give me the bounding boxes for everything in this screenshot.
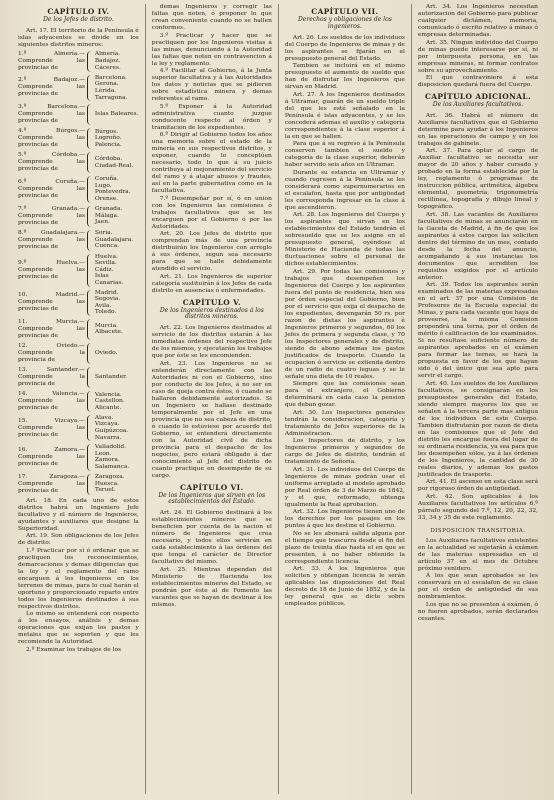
province-name: Madrid. [94,289,119,296]
province-name: Granada. [94,206,123,213]
paragraph: Los Auxiliares facultativos existentes en la actualidad se sujetarán á exámen de las materias expresadas en el artículo 37 en el mes de Octubre próximo venidero. [417,537,538,572]
district-entry [18,319,139,340]
paragraph: Para que á su regreso á la Península conserven tambien el sueldo y categoría de la clase superior, deberán haber servido seis años en Ultramar. [284,141,405,169]
province-name: Orense. [94,195,119,202]
province-name: Tarragona. [94,94,128,101]
paragraph: Art. 35. Ningun individuo del Cuerpo de minas puede interesarse por sí, ni por interpuesta persona, en las empresas mineras, ni formar contratos sobre su aprovechamiento. [417,39,538,74]
province-name: Sevilla. [94,260,117,267]
district-entry [18,290,139,316]
paragraph: Tambien se incluirá en el mismo presupuesto el aumento de sueldo que han de disfrutar los Ingenieros que sirvan en Madrid. [284,63,405,91]
brace-mark [87,319,93,340]
district-entry [18,152,139,173]
paragraph: demas Ingenieros y corregir las faltas que noten, ó proponer lo que crean conveniente cuando no se hallen conformes. [151,4,272,31]
column-1-paragraphs [18,498,139,654]
brace-mark [87,152,93,173]
paragraph: Art. 30. Los Inspectores generales tendrán la consideracion, categoría y tratamiento de Jefes superiores de la Administracion. [284,409,405,437]
province-name: Toledo. [94,309,117,316]
district-label: 13. Santander.—Comprende la provincia de [18,366,86,387]
district-label: 14. Valencia.—Comprende las provincias de [18,390,86,411]
brace-mark [87,474,93,495]
district-provinces [95,51,139,71]
brace-mark [87,230,93,251]
paragraph: Art. 22. Los Ingenieros destinados al servicio de los distritos estarán á las inmediatas órdenes del respectivo Jefe de los mismos, y ejecutarán los trabajos que por éste se les encomienden. [151,325,272,360]
paragraph: Durante su estancia en Ultramar y cuando regresen á la Península se les considerará como supernumerarios en el escalafon, hasta que por antigüedad les corresponda ingresar en la clase á que ascendieron. [284,169,405,211]
column-2 [145,4,278,794]
paragraph: No se les abonará salida alguna por el tiempo que trascurra desde el fin del plazo de treinta días hasta el en que se presenten, á no haber obtenido la correspondiente licencia. [284,530,405,565]
district-provinces [95,350,139,357]
paragraph: Los que no se presenten á exámen, ó no fueren aprobados, serán declarados cesantes. [417,601,538,622]
paragraph: Art. 36. Habrá el número de Auxiliares facultativos que el Gobierno determine para ayudar á los Ingenieros en las operaciones de campo y en los trabajos de gabinete. [417,112,538,147]
province-name: Teruel. [94,487,116,494]
paragraph: Art. 29. Por todas las comisiones y trabajos que desempeñen los Ingenieros del Cuerpo y los aspirantes fuera del punto de residencia, bien sea por órden especial del Gobierno, bien por el servicio que exija el despacho de los expedientes, devengarán 50 rs. por razon de dietas los aspirantes é Ingenieros primeros y segundos, 60 los Jefes de primera y segunda clase, y 70 los Inspectores generales y de distrito, siendo de abono ademas los gastos justificados de trasporte. Cuando la ocupacion ó servicio se extienda dentro de un radio de cuatro leguas y se le señale una dieta de 10 reales. [284,268,405,380]
province-name: Zamora. [94,457,120,464]
district-label: 8.º Guadalajara.—Comprende las provincias de [18,229,86,250]
province-name: Islas Baleares. [94,111,139,118]
province-name: Valladolid. [94,444,127,451]
brace-mark [87,367,93,388]
province-name: Cádiz. [94,266,114,273]
district-label: 9.º Huelva.—Comprende las provincias de [18,259,86,280]
province-name: Segovia. [94,296,121,303]
province-name: Valencia. [94,391,122,398]
district-label: 15. Vizcaya.—Comprende las provincias de [18,417,86,438]
brace-mark [87,343,93,364]
province-name: Badajoz. [94,58,121,64]
district-provinces [95,75,139,101]
province-name: Avila. [94,302,112,309]
column-4-paragraphs-b [418,113,538,522]
paragraph: Art. 41. El ascenso en esta clase será por rigoroso órden de antigüedad. [417,479,538,493]
article-17: Art. 17. El territorio de la Península é islas adyacentes se divide en los siguientes distritos mineros: [18,27,139,48]
brace-mark [87,128,93,149]
province-name: Coruña. [94,176,119,183]
paragraph: Art. 37. Para optar al cargo de Auxiliar facultativo se necesita ser mayor de 20 años y haber cursado y probado en la forma establecida por la ley, reglamento ó programas de instruccion pública, aritmética, álgebra elemental, geometría, trigonometría rectilínea, topografía y dibujo lineal y topográfico. [417,148,538,211]
province-name: Vizcaya. [94,421,120,428]
province-name: Cuenca. [94,243,120,250]
province-name: Santander. [94,374,128,381]
province-name: Gerona. [94,81,119,88]
district-label: 10. Madrid.—Comprende las provincias de [18,292,86,313]
province-name: Huelva. [94,253,118,260]
province-name: Pontevedra. [94,189,131,196]
district-entry [18,254,139,287]
brace-mark [87,176,93,202]
paragraph: Art. 26. Los sueldos de los individuos del Cuerpo de Ingenieros de minas y de los aspirantes se fijarán en el presupuesto general del Estado. [284,34,405,62]
province-name: Ciudad-Real. [94,162,134,169]
brace-mark [87,290,93,316]
province-name: Málaga. [94,212,119,219]
paragraph: Art. 38. Las vacantes de Auxiliares facultativos de minas se anunciarán en la Gaceta de Madrid, á fin de que los aspirantes á estos cargos las soliciten dentro del término de un mes, contado desde la fecha del anuncio, acompañando á sus instancias los documentos que acrediten los requisitos exigidos por el artículo anterior. [417,211,538,281]
paragraph: Art. 33. Á los Ingenieros que soliciten y obtengan licencia le serán aplicables las disposiciones del Real decreto de 18 de Junio de 1852, y de la ley general que se dicte sobre empleados públicos. [284,566,405,608]
district-entry [18,206,139,227]
chapter-6-heading: CAPÍTULO VI. [180,482,244,492]
district-list [18,51,139,495]
paragraph: Art. 27. Á los Ingenieros destinados á Ultramar, guarán de un sueldo triple del que les esté señalado en la Península é islas adyacentes, y se les concederá ademas el auxilio y categoría correspondientes á la clase superior á la en que se hallen. [284,91,405,140]
district-entry [18,104,139,125]
district-provinces [95,374,139,381]
paragraph: 7.º Desempeñar por sí, ó en union con los Ingenieros las comisiones ó trabajos facultativos que se les encarguen por el Gobierno ó por las Autoridades. [151,195,272,230]
province-name: Cáceres. [94,64,121,71]
province-name: Palencia. [94,141,122,148]
district-provinces [95,323,139,336]
additional-chapter-heading: CAPÍTULO ADICIONAL. [424,92,531,101]
district-provinces [95,129,139,149]
province-name: Búrgos. [94,128,118,135]
province-name: Logroño. [94,135,122,142]
province-name: Almería. [94,51,121,58]
paragraph: 5.º Exponer á la Autoridad administrativa cuanto juzgue conducente respecto al órden y tramitacion de los expedientes. [151,103,272,131]
province-name: Castellon. [94,398,125,405]
column-4 [411,4,544,794]
paragraph: Art. 18. En cada uno de estos distritos habrá un Ingeniero Jefe facultativo y el número de Ingenieros, ayudantes y auxiliares que designe la Superioridad. [18,497,139,532]
chapter-5-subtitle: De los Ingenieros destinados á los distritos mineros. [159,306,264,321]
paragraph: Art. 34. Los Ingenieros necesitan autorizacion del Gobierno para publicar cualquier dictámen, memoria, comunicado ó escrito relativo á minas ó empresas determinadas. [417,4,538,38]
district-label: 3.º Barcelona.—Comprende las provincias de [18,104,86,125]
district-entry [18,128,139,149]
paragraph: El que contraviniere á esta disposicion quedará fuera del Cuerpo. [417,75,538,88]
paragraph: 1.º Practicar por sí ó ordenar que se practiquen los reconocimientos, demarcaciones y demas diligencias que la ley y el reglamento del ramo encarguen á los Ingenieros en los terrenos de minas, para lo cual harán el oportuno y proporcionado reparto entre todos los Ingenieros destinados á sus respectivos distritos. [18,547,139,610]
district-label: 1.º Almería.—Comprende las provincias de [18,50,86,71]
province-name: Soria. [94,230,113,237]
brace-mark [87,104,93,125]
district-provinces [95,392,139,412]
province-name: Murcia. [94,322,119,329]
brace-mark [87,51,93,72]
paragraph: 4.º Facilitar al Gobierno, á la Junta superior facultativa y á las Autoridades los datos y noticias que se pidieren sobre estadística minera y demas referentes al ramo. [151,68,272,102]
brace-mark [87,391,93,412]
chapter-5-heading: CAPÍTULO V. [182,297,241,307]
paragraph: 2.º Examinar los trabajos de los [26,646,122,653]
paragraph: Art. 20. Los Jefes de distrito que comprendan más de una provincia distribuirán los Ingenieros con arreglo á sus órdenes, segun sea necesario para que se halle debidamente atendido el servicio. [151,231,272,272]
district-entry [18,75,139,101]
paragraph: Á los que sean aprobados se les conservará en el escalafon de su clase por el órden de antigüedad de sus nombramientos. [417,573,538,601]
column-2-paragraphs-b [152,325,272,480]
district-provinces [95,444,139,470]
transitory-provision-heading: DISPOSICION TRANSITORIA. [430,527,526,534]
column-1 [12,4,145,794]
district-provinces [95,254,139,287]
paragraph: 6.º Dirigir al Gobierno todos los años una memoria sobre el estado de la minería en sus respectivos distritos, y exponer, cuando lo conceptúen necesario, todo lo que á su juicio contribuya al mejoramiento del servicio del ramo y á atajar abusos y fraudes, así en la parte gubernativa como en la facultativa. [151,132,272,194]
column-3 [278,4,411,794]
column-2-paragraphs-c [152,510,272,609]
province-name: Guadalajara. [94,236,134,243]
paragraph: Art. 25. Mientras dependan del Ministerio de Hacienda los establecimientos mineros del Estado, se pondrán por éste al de Fomento las vacantes que se hayan de destinar á los mismos. [151,566,272,608]
district-entry [18,230,139,251]
brace-mark [87,75,93,101]
chapter-4-heading: CAPÍTULO IV. [47,7,110,16]
paragraph: Siempre que las comisiones sean para el extranjero, el Gobierno determinará en cada caso la pension que deban gozar. [284,381,405,409]
page-columns [12,4,544,794]
paragraph: Art. 28. Los Ingenieros del Cuerpo y los aspirantes que sirvan en los establecimientos del Estado tendrán el sobresueldo que se les asigne en el presupuesto general, oyéndose al Ministerio de Hacienda de todas las fluctuaciones sobre el personal de dichos establecimientos. [284,212,405,268]
paragraph: Art. 23. Los Ingenieros no se entenderán directamente con las Autoridades ni con el Gobierno, sino por conducto de los Jefes, á no ser en caso de queja contra éstos, ó cuando se hallaren debidamente autorizados. Si un Ingeniero se hallase destinado temporalmente por el Jefe en una provincia que no sea cabeza de distrito, ó cuando lo estuviese por acuerdo del Gobierno, se entenderá directamente con la Autoridad civil de dicha provincia para el despacho de los negocios, pero estará obligado á dar conocimiento al Jefe del distrito de cuanto practique en desempeño de su cargo. [151,360,272,479]
brace-mark [87,206,93,227]
province-name: Alicante. [94,404,122,411]
brace-mark [87,444,93,470]
district-label: 12. Oviedo.—Comprende la provincia de [18,342,86,363]
paragraph: Lo mismo se entenderá con respecto á los ensayos, análisis y demas operaciones que exijan los pastos y metales que se soporten y que les recomiende la Autoridad. [18,611,139,646]
column-4-paragraphs-a [418,4,538,89]
paragraph: 3.º Practicar y hacer que se practiquen por los Ingenieros visitas á las minas, denunciando á la Autoridad las faltas que noten en contravencion á la ley y reglamento. [151,32,272,67]
district-entry [18,391,139,412]
province-name: Islas Canarias. [94,273,124,286]
province-name: Oviedo. [94,350,118,357]
province-name: Barcelona. [94,74,127,81]
province-name: Lérida. [94,87,117,94]
province-name: Alava. [94,414,114,421]
district-label: 16. Zamora.—Comprende las provincias de [18,446,86,467]
district-provinces [95,415,139,441]
district-provinces [95,474,139,494]
paragraph: Art. 31. Los individuos del Cuerpo de Ingenieros de minas podrán usar el uniforme arreglado al modelo aprobado por Real órden de 3 de Marzo de 1842, y el que, reformado, obtenga igualmente la Real aprobacion. [284,466,405,508]
district-entry [18,367,139,388]
district-entry [18,51,139,72]
district-entry [18,176,139,202]
province-name: Albacete. [94,329,123,336]
province-name: Guipúzcoa. [94,428,129,435]
paragraph: Art. 39. Todos los aspirantes serán examinados de las materias expresadas en el art. 37 por una Comision de Profesores de la Escuela especial de Minas, y para cada vacante que haya de proveerse, la misma Comision propondrá una terna, por el órden de mérito ó calificacion de los examinados. Si no resultase suficiente número de aspirantes aprobados en el exámen para formar las ternas, se hará la propuesta en favor de los que hayan sido ó del único que sea apto para servir el cargo. [417,282,538,380]
province-name: Navarra. [94,434,122,441]
province-name: Huesca. [94,480,119,487]
column-2-paragraphs-a [152,4,272,295]
district-entry [18,343,139,364]
district-label: 6.º Coruña.—Comprende las provincias de [18,178,86,199]
district-entry [18,474,139,495]
chapter-4-subtitle: De los Jefes de distrito. [43,16,114,23]
paragraph: Art. 24. El Gobierno destinará á los establecimientos mineros que se beneficien por cuenta de la nacion el número de Ingenieros que crea necesario, y todos ellos servirán en cada establecimiento á las órdenes del que tenga el carácter de Director facultativo del mismo. [151,510,272,566]
chapter-7-subtitle: Derechos y obligaciones de los ingenieros. [297,16,392,30]
province-name: Córdoba. [94,156,123,163]
paragraph: Art. 21. Los Ingenieros de superior categoría sustituirán á los Jefes de cada distrito en ausencias ó enfermedades. [151,273,272,294]
district-provinces [95,156,139,169]
column-4-paragraphs-c [418,538,538,623]
chapter-7-heading: CAPÍTULO VII. [311,7,379,16]
district-label: 11. Murcia.—Comprende las provincias de [18,318,86,339]
district-label: 2.º Badajoz.—Comprende las provincias de [18,77,86,98]
paragraph: Art. 42. Son aplicables á los Auxiliares facultativos los artículos 6.º párrafo segundo del 7.º, 12, 20, 22, 32, 33, 34 y 35 de este reglamento. [417,493,538,521]
brace-mark [87,254,93,287]
district-entry [18,444,139,470]
district-provinces [95,176,139,202]
province-name: Salamanca. [94,464,130,471]
province-name: Jaen. [94,219,110,226]
district-label: 17. Zaragoza.—Comprende las provincias de [18,473,86,494]
additional-chapter-subtitle: De los Auxiliares facultativos. [432,101,524,108]
paragraph: Art. 40. Los sueldos de los Auxiliares facultativos, se consignarán en los presupuestos generales del Estado, siendo siempre mayores los que se señalen á la tercera parte mas antigua de los individuos de este Cuerpo. Tambien disfrutarán por razon de dieta en las comisiones que el Jefe del distrito les encargue fuera del lugar de su ordinaria residencia, ya sea para que les desempeñen sólos, ya á las órdenes de los Ingenieros, la cantidad de 30 reales diarios, y ademas los gastos justificados de trasporte. [417,380,538,478]
district-provinces [95,290,139,316]
column-3-paragraphs [285,35,405,609]
district-label: 4.º Búrgos.—Comprende las provincias de [18,128,86,149]
brace-mark [87,415,93,441]
district-label: 7.º Granada.—Comprende las provincias de [18,205,86,226]
paragraph: Art. 19. Son obligaciones de los Jefes de distrito: [18,533,139,547]
district-provinces [95,206,139,226]
province-name: Leon. [94,450,112,457]
district-label: 5.º Córdoba.—Comprende las provincias de [18,152,86,173]
paragraph: Art. 32. Los Ingenieros tienen uno de los derechos por los pasajes en los puntos á que les destine el Gobierno. [284,509,405,530]
province-name: Zaragoza. [94,474,125,481]
paragraph: Los Inspectores de distrito, y los Ingenieros primeros y segundos de cargo de Jefes de distrito, tendrán el tratamiento de Señoría. [284,438,405,466]
district-provinces [95,230,139,250]
district-entry [18,415,139,441]
district-provinces [95,111,139,118]
chapter-6-subtitle: De los Ingenieros que sirven en los establecimientos del Estado. [158,491,266,506]
province-name: Lugo. [94,182,112,189]
